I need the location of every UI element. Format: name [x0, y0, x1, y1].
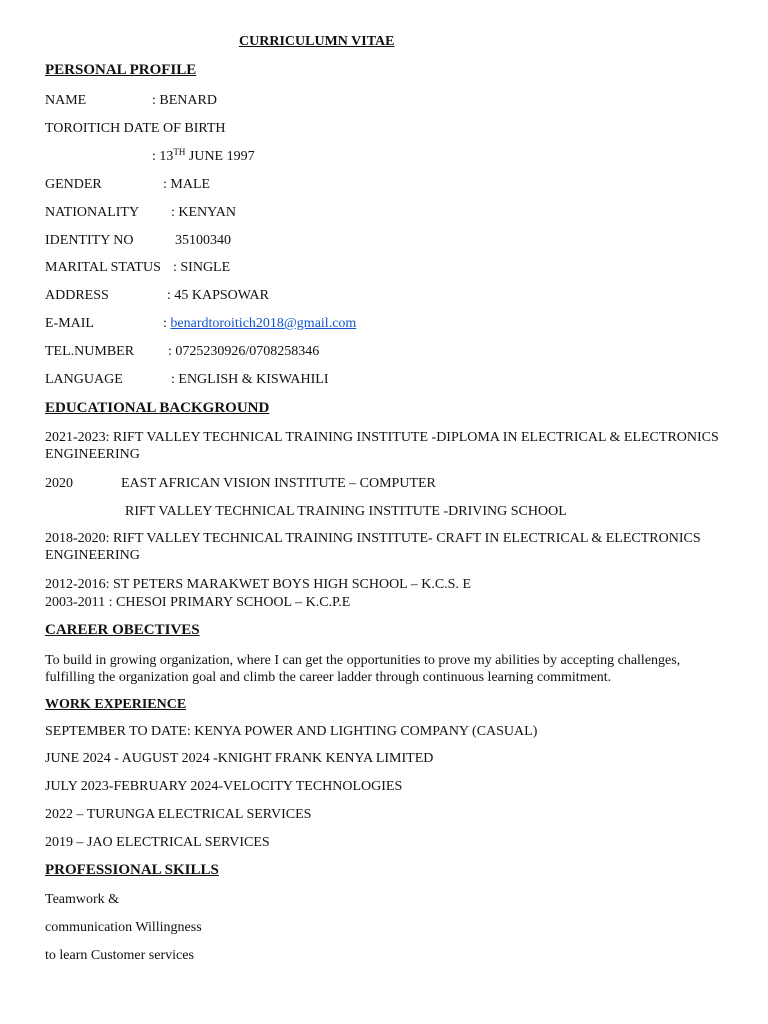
heading-personal-profile: PERSONAL PROFILE	[45, 62, 197, 78]
work-item: 2019 – JAO ELECTRICAL SERVICES	[45, 835, 270, 850]
identity-label: IDENTITY NO	[45, 233, 134, 248]
education-entry-computer: EAST AFRICAN VISION INSTITUTE – COMPUTER	[121, 476, 436, 491]
heading-education: EDUCATIONAL BACKGROUND	[45, 400, 270, 416]
language-value: : ENGLISH & KISWAHILI	[171, 372, 329, 387]
heading-career-objectives: CAREER OBECTIVES	[45, 622, 200, 638]
name-value: : BENARD	[152, 93, 217, 108]
marital-value: : SINGLE	[173, 260, 231, 275]
gender-label: GENDER	[45, 177, 102, 192]
email-value-row	[163, 315, 356, 332]
skill-line: Teamwork &	[45, 892, 120, 907]
tel-value: : 0725230926/0708258346	[168, 344, 320, 359]
dob-superscript: TH	[173, 147, 186, 157]
marital-label: MARITAL STATUS	[45, 260, 161, 275]
language-label: LANGUAGE	[45, 372, 123, 387]
skill-line: to learn Customer services	[45, 948, 194, 963]
heading-work-experience: WORK EXPERIENCE	[45, 697, 187, 712]
cv-title: CURRICULUMN VITAE	[239, 34, 395, 49]
education-year-2020: 2020	[45, 476, 73, 491]
address-label: ADDRESS	[45, 288, 109, 303]
email-label: E-MAIL	[45, 316, 94, 331]
heading-professional-skills: PROFESSIONAL SKILLS	[45, 862, 219, 878]
dob-rest: JUNE 1997	[185, 149, 255, 164]
address-value: : 45 KAPSOWAR	[167, 288, 269, 303]
education-entry-driving: RIFT VALLEY TECHNICAL TRAINING INSTITUTE -DRIVING SCHOOL	[125, 504, 567, 519]
email-link[interactable]: benardtoroitich2018@gmail.com	[170, 316, 357, 331]
gender-value: : MALE	[163, 177, 211, 192]
tel-label: TEL.NUMBER	[45, 344, 135, 359]
education-entry-high-school: 2012-2016: ST PETERS MARAKWET BOYS HIGH SCHOOL – K.C.S. E	[45, 577, 471, 592]
name-label: NAME	[45, 93, 87, 108]
identity-value: 35100340	[175, 233, 231, 248]
education-entry-craft: 2018-2020: RIFT VALLEY TECHNICAL TRAINING INSTITUTE- CRAFT IN ELECTRICAL & ELECTRONICS ENGINEERING	[45, 531, 701, 563]
work-item: SEPTEMBER TO DATE: KENYA POWER AND LIGHTING COMPANY (CASUAL)	[45, 724, 538, 739]
dob-prefix: : 13	[152, 149, 174, 164]
email-colon: :	[163, 316, 167, 331]
education-entry-primary: 2003-2011 : CHESOI PRIMARY SCHOOL – K.C.P.E	[45, 595, 351, 610]
work-item: 2022 – TURUNGA ELECTRICAL SERVICES	[45, 807, 312, 822]
work-item: JULY 2023-FEBRUARY 2024-VELOCITY TECHNOLOGIES	[45, 779, 403, 794]
name-continued-dob-label: TOROITICH DATE OF BIRTH	[45, 121, 226, 136]
career-objective-text: To build in growing organization, where I can get the opportunities to prove my abilities by accepting challenges, fulfilling the organization goal and climb the career ladder through continuous learning commitment.	[45, 653, 681, 685]
skill-line: communication Willingness	[45, 920, 202, 935]
education-entry-diploma: 2021-2023: RIFT VALLEY TECHNICAL TRAINING INSTITUTE -DIPLOMA IN ELECTRICAL & ELECTRONICS ENGINEERING	[45, 430, 719, 462]
dob-value	[152, 148, 255, 165]
work-item: JUNE 2024 - AUGUST 2024 -KNIGHT FRANK KENYA LIMITED	[45, 751, 434, 766]
nationality-value: : KENYAN	[171, 205, 236, 220]
nationality-label: NATIONALITY	[45, 205, 140, 220]
